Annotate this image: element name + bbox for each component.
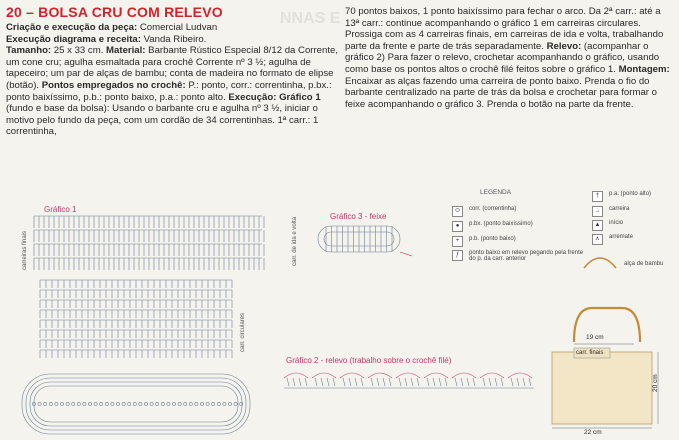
legend-item-slip: ● p.bx. (ponto baixíssimo) [452, 221, 572, 232]
bag-body [552, 352, 652, 424]
legend-box [440, 186, 672, 276]
dim-side: 20 cm [652, 374, 659, 392]
label-carr-circulares: carr. circulares [240, 312, 246, 352]
legend-item-row: → carreira [592, 206, 672, 217]
legend-handle-text: alça de bambu [624, 261, 664, 267]
relief-stitch-icon: ƒ [452, 250, 463, 261]
tall-stitch-icon: † [592, 191, 603, 202]
arrow-right-icon: → [592, 206, 603, 217]
materials-paragraph: Tamanho: 25 x 33 cm. Material: Barbante Rústico Especial 8/12 da Corrente, um cone cru; agulha esmaltada para crochê Corrente nº 3 ½; agulha de tapeceiro; um par de alças de bambu; conta de madeira no formato de elipse (botão). Pontos empregados no crochê: P.: ponto, corr.: correntinha, p.bx.: ponto baixíssimo, p.b.: ponto baixo, p.a.: ponto alto. Execução: Gráfico 1 (fundo e base da bolsa): Usando o barbante cru e agulha nº 3 ½, iniciar o motivo pelo fundo da peça, com um cordão de 34 correntinhas. 1ª carr.: 1 correntinha, [6, 45, 339, 138]
legend-item-single: + p.b. (ponto baixo) [452, 236, 572, 247]
graph2-title: Gráfico 2 - relevo (trabalho sobre o crochê filé) [286, 356, 452, 365]
legend-title: LEGENDA [480, 189, 512, 196]
bamboo-handle-icon [580, 250, 620, 270]
legend-item-finish: ⋏ arremate [592, 234, 672, 245]
legend-item-relief: ƒ ponto baixo em relevo pegando pela frente do p. da carr. anterior [452, 250, 584, 262]
instructions-paragraph: 70 pontos baixos, 1 ponto baixíssimo para fechar o arco. Da 2ª carr.: até a 13ª carr.: continue acompanhando o gráfico 1 em carreiras circulares. Prossiga com as 4 carreiras finais, em carreiras de ida e volta, trabalhando parte da frente e parte de trás separadamente. Relevo: (acompanhar o gráfico 2) Para fazer o relevo, crochetar acompanhando o gráfico, usando como base os pontos altos o crochê filé feitos sobre o gráfico 1. Montagem: Encaixar as alças fazendo uma carreira de ponto baixo. Prenda o fio do barbante centralizado na parte de trás da bolsa e crochetar para formar o feixe acompanhando o gráfico 3. Prenda o botão na parte da frente. [345, 6, 670, 110]
legend-item-tall: † p.a. (ponto alto) [592, 191, 672, 202]
plus-icon: + [452, 236, 463, 247]
legend-item-chain: ⬭ corr. (correntinha) [452, 206, 572, 217]
chain-oval-icon: ⬭ [452, 206, 463, 217]
credit-line-2: Execução diagrama e receita: Vanda Ribeiro. [6, 33, 207, 45]
graph1-title: Gráfico 1 [44, 205, 77, 214]
article-title: 20 – BOLSA CRU COM RELEVO [6, 4, 223, 20]
dim-bottom: 22 cm [584, 429, 602, 436]
finish-icon: ⋏ [592, 234, 603, 245]
ghost-heading: NNAS E [280, 10, 341, 27]
filled-dot-icon: ● [452, 221, 463, 232]
graph3-title: Gráfico 3 - feixe [330, 212, 387, 221]
bag-handle [574, 308, 640, 342]
label-carr-ida-volta: carr. de ida e volta [292, 216, 298, 266]
credit-line-1: Criação e execução da peça: Comercial Ludvan [6, 22, 218, 33]
legend-item-start: ▲ início [592, 220, 672, 231]
dim-top: 19 cm [586, 334, 604, 341]
bag-diagram [540, 300, 675, 435]
label-carreiras-finais: carreiras finais [22, 230, 28, 270]
start-triangle-icon: ▲ [592, 220, 603, 231]
rows-label: carr. finais [576, 350, 604, 356]
